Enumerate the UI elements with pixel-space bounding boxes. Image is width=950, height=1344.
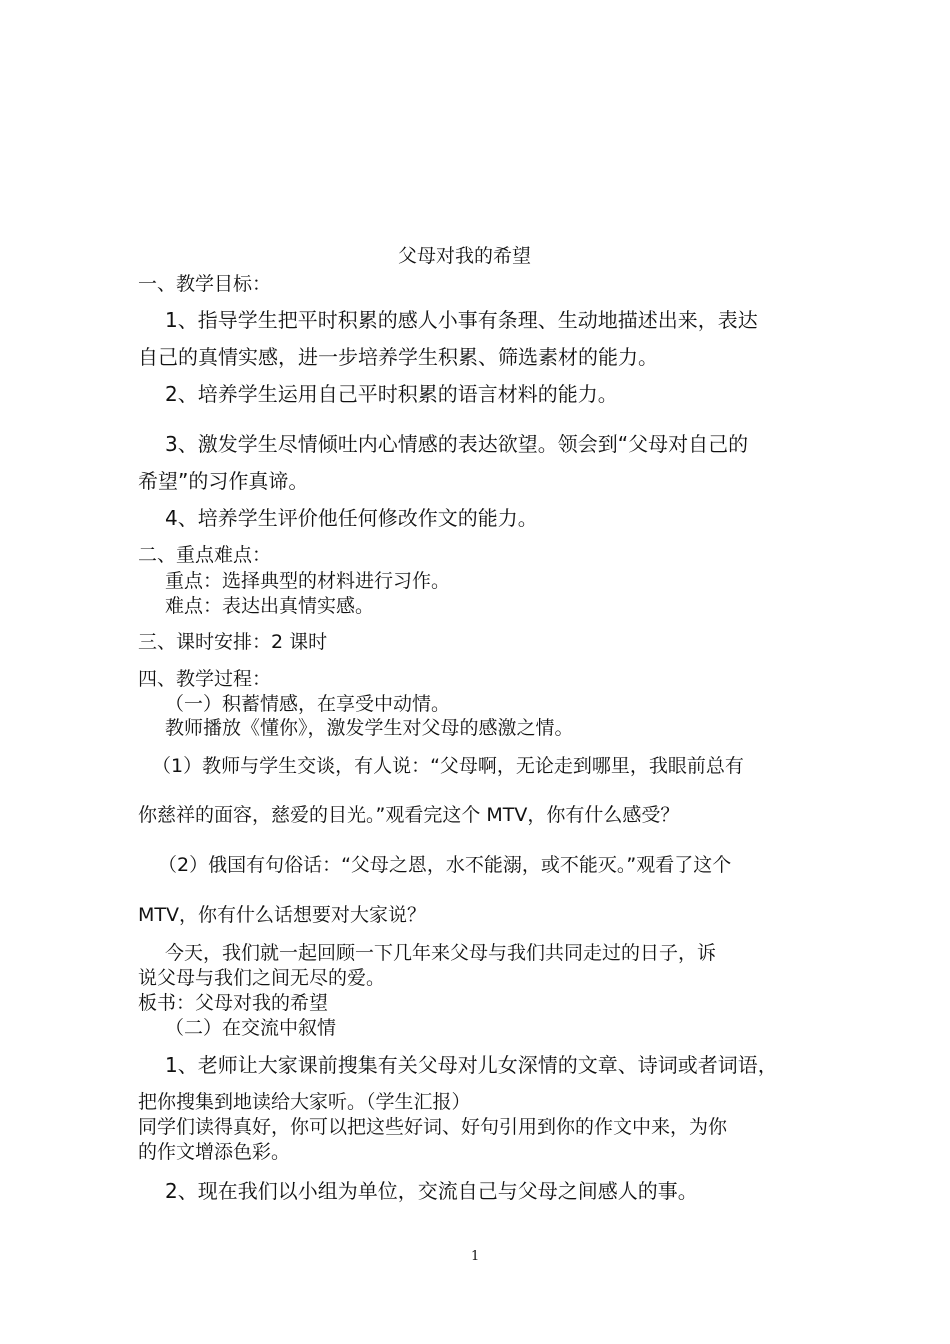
- text-line: （二）在交流中叙情: [165, 1017, 337, 1039]
- text-line: 板书：父母对我的希望: [138, 992, 329, 1014]
- text-line: 把你搜集到地读给大家听。（学生汇报）: [138, 1091, 471, 1113]
- text-line: （一）积蓄情感，在享受中动情。: [165, 693, 451, 715]
- text-line: 3、激发学生尽情倾吐内心情感的表达欲望。领会到“父母对自己的: [165, 432, 749, 456]
- text-line: 你慈祥的面容，慈爱的目光。”观看完这个 MTV，你有什么感受？: [138, 804, 680, 826]
- text-line: （2）俄国有句俗话：“父母之恩，水不能溺，或不能灭。”观看了这个: [158, 854, 732, 876]
- text-line: 教师播放《懂你》，激发学生对父母的感激之情。: [165, 717, 574, 739]
- text-line: 2、培养学生运用自己平时积累的语言材料的能力。: [165, 382, 618, 406]
- heading-objectives: 一、教学目标：: [138, 273, 272, 295]
- page-number: 1: [471, 1249, 480, 1264]
- text-line: 同学们读得真好，你可以把这些好词、好句引用到你的作文中来，为你: [138, 1116, 728, 1138]
- heading-process: 四、教学过程：: [138, 668, 272, 690]
- text-line: 自己的真情实感，进一步培养学生积累、筛选素材的能力。: [138, 345, 658, 369]
- text-line: （1）教师与学生交谈，有人说：“父母啊，无论走到哪里，我眼前总有: [152, 755, 744, 777]
- text-line: MTV，你有什么话想要对大家说？: [138, 904, 426, 926]
- text-line: 4、培养学生评价他任何修改作文的能力。: [165, 506, 538, 530]
- text-line: 1、老师让大家课前搜集有关父母对儿女深情的文章、诗词或者词语，: [165, 1053, 778, 1077]
- text-line: 2、现在我们以小组为单位，交流自己与父母之间感人的事。: [165, 1179, 698, 1203]
- heading-schedule: 三、课时安排：2 课时: [138, 631, 328, 653]
- heading-key-points: 二、重点难点：: [138, 544, 272, 566]
- text-line: 1、指导学生把平时积累的感人小事有条理、生动地描述出来，表达: [165, 308, 758, 332]
- text-line: 今天，我们就一起回顾一下几年来父母与我们共同走过的日子，诉: [165, 942, 717, 964]
- text-line: 的作文增添色彩。: [138, 1141, 291, 1163]
- text-line: 难点：表达出真情实感。: [165, 595, 375, 617]
- text-line: 希望”的习作真谛。: [138, 469, 309, 493]
- text-line: 重点：选择典型的材料进行习作。: [165, 570, 451, 592]
- text-line: 说父母与我们之间无尽的爱。: [138, 967, 386, 989]
- document-title: 父母对我的希望: [398, 245, 532, 267]
